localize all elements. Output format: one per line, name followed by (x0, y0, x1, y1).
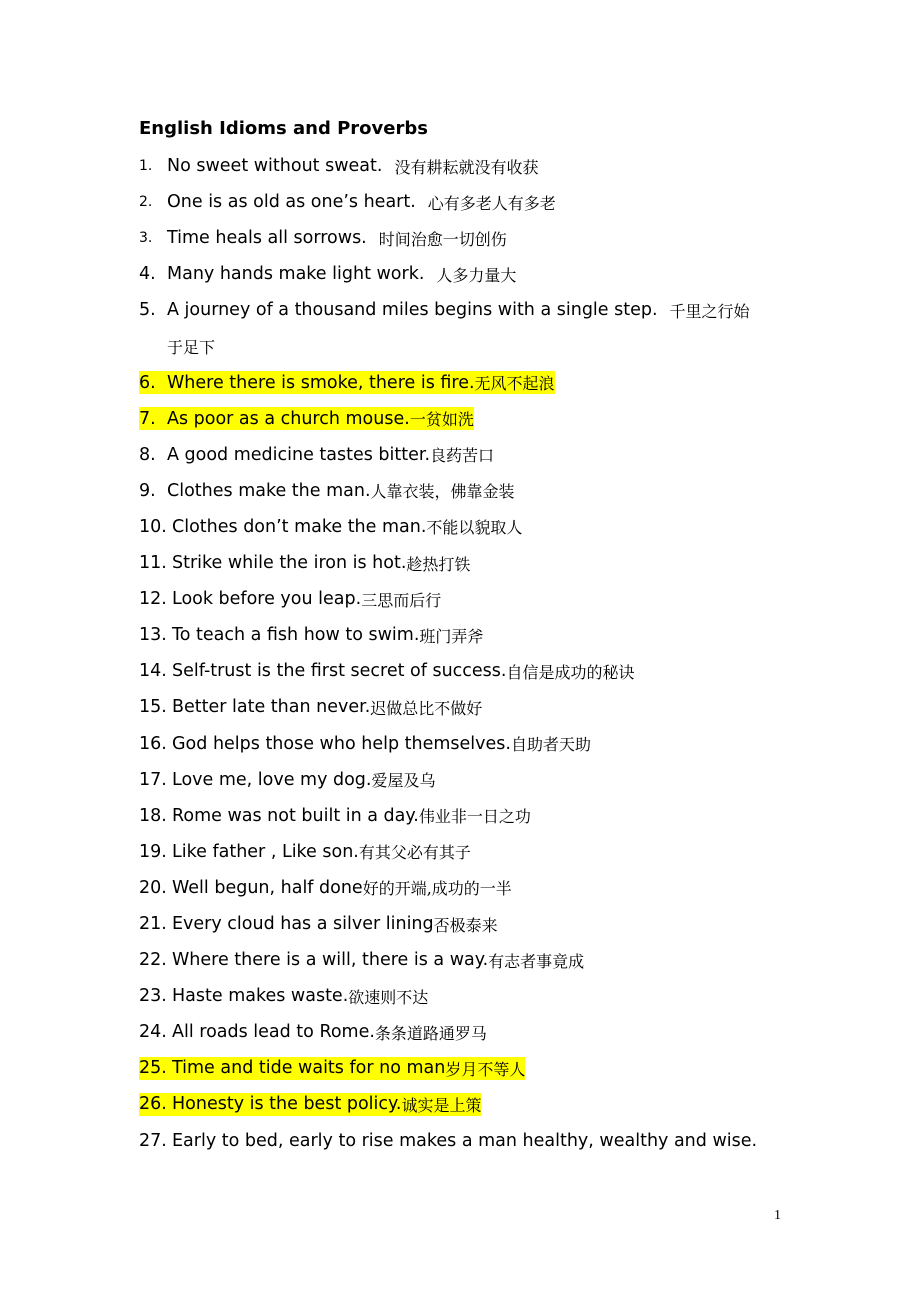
item-text (139, 949, 584, 972)
english-proverb: Haste makes waste. (172, 986, 349, 1007)
item-number: 22. (139, 950, 167, 971)
english-proverb: Clothes don’t make the man. (172, 516, 427, 537)
highlighted-text (139, 407, 474, 430)
english-proverb: Honesty is the best policy. (172, 1094, 402, 1115)
item-number: 15. (139, 697, 167, 718)
item-text (139, 191, 556, 214)
list-item (139, 1086, 799, 1122)
list-item (139, 365, 799, 401)
chinese-translation: 岁月不等人 (445, 1059, 526, 1079)
english-proverb: Well begun, half done (172, 877, 363, 898)
item-text (139, 515, 522, 538)
item-number: 6. (139, 372, 156, 393)
english-proverb: Self-trust is the first secret of success. (172, 661, 507, 682)
english-proverb: Strike while the iron is hot. (172, 553, 407, 574)
chinese-translation: 千里之行始 (669, 301, 750, 321)
chinese-translation: 时间治愈一切创伤 (378, 229, 507, 249)
list-item (139, 292, 799, 328)
item-text (139, 1131, 757, 1151)
chinese-translation: 良药苦口 (430, 446, 495, 466)
chinese-translation: 三思而后行 (361, 590, 442, 610)
chinese-translation: 自助者天助 (510, 735, 591, 755)
item-number: 2. (139, 194, 153, 211)
list-item (139, 617, 799, 653)
item-number: 9. (139, 480, 156, 501)
english-proverb: As poor as a church mouse. (167, 408, 410, 429)
item-number: 12. (139, 589, 167, 610)
list-item (139, 906, 799, 942)
item-text (139, 840, 471, 863)
item-text (139, 1021, 487, 1044)
item-text (139, 876, 512, 899)
chinese-translation: 爱屋及乌 (371, 771, 436, 791)
item-text (139, 768, 436, 791)
item-number: 21. (139, 914, 167, 935)
english-proverb: To teach a fish how to swim. (172, 625, 420, 646)
english-proverb: Early to bed, early to rise makes a man healthy, wealthy and wise. (172, 1130, 758, 1151)
item-text (139, 588, 441, 611)
english-proverb: Love me, love my dog. (172, 769, 372, 790)
chinese-translation: 一贫如洗 (409, 410, 474, 430)
english-proverb: A journey of a thousand miles begins with a single step. (167, 300, 658, 321)
list-item (139, 437, 799, 473)
item-text (139, 660, 635, 683)
list-item (139, 834, 799, 870)
item-number: 11. (139, 553, 167, 574)
english-proverb: A good medicine tastes bitter. (167, 444, 431, 465)
english-proverb: Many hands make light work. (167, 264, 425, 285)
list-item (139, 653, 799, 689)
item-number: 19. (139, 841, 167, 862)
list-item (139, 581, 799, 617)
english-proverb: Look before you leap. (172, 589, 362, 610)
item-text (139, 985, 428, 1008)
highlighted-text (139, 1057, 525, 1080)
list-item (139, 1050, 799, 1086)
list-item (139, 798, 799, 834)
english-proverb: Where there is smoke, there is fire. (167, 372, 475, 393)
list-item (139, 1014, 799, 1050)
chinese-translation: 伟业非一日之功 (418, 807, 531, 827)
english-proverb: Every cloud has a silver lining (172, 914, 434, 935)
item-number: 16. (139, 733, 167, 754)
chinese-translation: 迟做总比不做好 (370, 698, 483, 718)
chinese-translation: 条条道路通罗马 (374, 1023, 487, 1043)
highlighted-text (139, 371, 555, 394)
page-number: 1 (774, 1208, 781, 1223)
chinese-translation: 班门弄斧 (419, 626, 484, 646)
idiom-list (139, 148, 799, 1159)
chinese-translation: 有志者事竟成 (488, 951, 585, 971)
item-number: 17. (139, 769, 167, 790)
item-number: 26. (139, 1094, 167, 1115)
english-proverb: Time and tide waits for no man (172, 1058, 446, 1079)
item-number: 18. (139, 805, 167, 826)
english-proverb: Like father , Like son. (172, 841, 359, 862)
list-item (139, 726, 799, 762)
item-number: 4. (139, 264, 156, 285)
list-item (139, 220, 799, 256)
chinese-translation: 欲速则不达 (348, 987, 429, 1007)
chinese-translation: 自信是成功的秘诀 (506, 662, 635, 682)
item-number: 23. (139, 986, 167, 1007)
list-item (139, 870, 799, 906)
english-proverb: Better late than never. (172, 697, 371, 718)
chinese-translation: 人靠衣装，佛靠金装 (370, 482, 515, 502)
item-text (139, 624, 483, 647)
item-number: 13. (139, 625, 167, 646)
list-item (139, 545, 799, 581)
highlighted-text (139, 1093, 481, 1116)
list-item (139, 184, 799, 220)
item-number: 14. (139, 661, 167, 682)
document-title: English Idioms and Proverbs (139, 118, 428, 139)
item-number: 20. (139, 877, 167, 898)
chinese-translation: 无风不起浪 (474, 374, 555, 394)
chinese-translation: 不能以貌取人 (426, 518, 523, 538)
chinese-translation: 没有耕耘就没有收获 (394, 157, 539, 177)
chinese-translation: 心有多老人有多老 (427, 193, 556, 213)
list-item (139, 762, 799, 798)
item-text (139, 155, 538, 178)
item-text (139, 696, 482, 719)
list-item (139, 256, 799, 292)
english-proverb: Where there is a will, there is a way. (172, 950, 489, 971)
english-proverb: Time heals all sorrows. (167, 228, 367, 249)
item-number: 24. (139, 1022, 167, 1043)
item-text (139, 913, 498, 936)
english-proverb: One is as old as one’s heart. (167, 192, 416, 213)
item-number: 25. (139, 1058, 167, 1079)
list-item (139, 978, 799, 1014)
list-item (139, 148, 799, 184)
english-proverb: Clothes make the man. (167, 480, 371, 501)
list-item (139, 689, 799, 725)
item-number: 8. (139, 444, 156, 465)
list-item (139, 509, 799, 545)
english-proverb: No sweet without sweat. (167, 156, 383, 177)
list-item (139, 401, 799, 437)
list-item (139, 942, 799, 978)
list-item (139, 473, 799, 509)
item-text (139, 299, 750, 322)
chinese-translation: 趁热打铁 (406, 554, 471, 574)
item-text (139, 552, 470, 575)
item-text (139, 227, 507, 250)
english-proverb: Rome was not built in a day. (172, 805, 419, 826)
chinese-translation: 人多力量大 (436, 265, 517, 285)
item-number: 7. (139, 408, 156, 429)
item-text (139, 443, 494, 466)
item-text (139, 804, 531, 827)
list-item (139, 1123, 799, 1159)
item-number: 5. (139, 300, 156, 321)
item-number: 1. (139, 158, 153, 175)
chinese-translation: 否极泰来 (433, 915, 498, 935)
item-text (139, 479, 515, 502)
item-number: 3. (139, 230, 153, 247)
chinese-translation: 诚实是上策 (401, 1095, 482, 1115)
item-number: 10. (139, 516, 167, 537)
chinese-translation: 有其父必有其子 (358, 843, 471, 863)
item-number: 27. (139, 1130, 167, 1151)
english-proverb: All roads lead to Rome. (172, 1022, 375, 1043)
english-proverb: God helps those who help themselves. (172, 733, 511, 754)
chinese-translation: 好的开端,成功的一半 (362, 879, 512, 899)
item-text (139, 263, 516, 286)
chinese-translation: 于足下 (167, 338, 216, 358)
list-item-continuation (139, 328, 799, 364)
item-text (139, 732, 591, 755)
